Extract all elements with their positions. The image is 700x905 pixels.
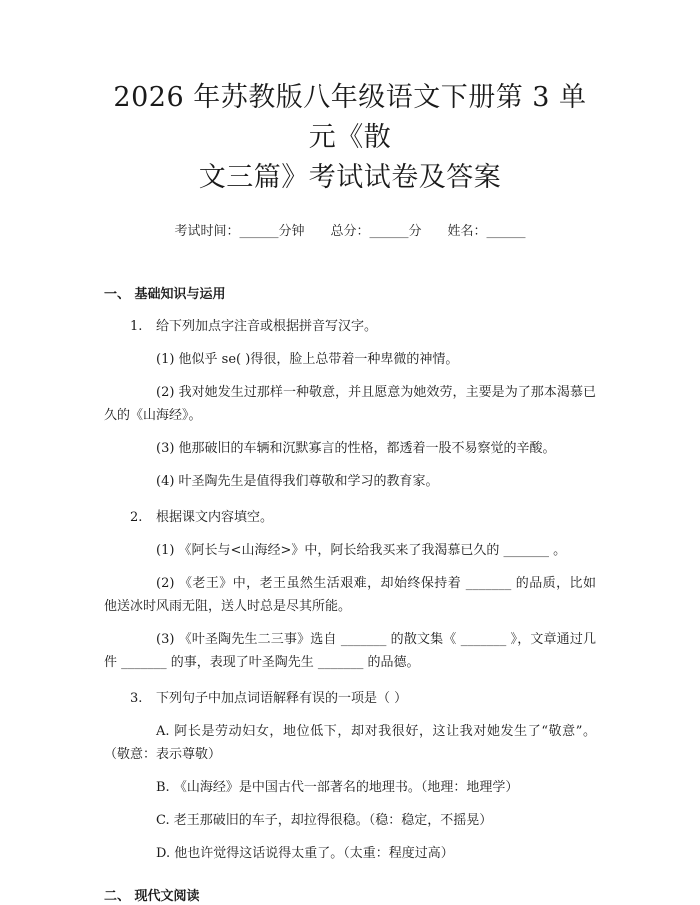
question-2 xyxy=(104,507,596,529)
sub-item: (1) 他似乎 se( )得很，脸上总带着一种卑微的神情。 xyxy=(156,352,459,367)
total-score: 总分：______分 xyxy=(330,224,422,239)
sub-item: (3) 《叶圣陶先生二三事》选自 _______ 的散文集《 _______ 》，文章通过几件 _______ 的事，表现了叶圣陶先生 _______ 的品德。 xyxy=(104,632,596,670)
sub-item: (3) 他那破旧的车辆和沉默寡言的性格，都透着一股不易察觉的辛酸。 xyxy=(156,441,556,456)
question-1 xyxy=(104,316,596,338)
answer-option: D. 他也许觉得这话说得太重了。（太重：程度过高） xyxy=(156,846,454,861)
question-3 xyxy=(104,688,596,710)
answer-option: A. 阿长是劳动妇女，地位低下，却对我很好，这让我对她发生了“敬意”。（敬意：表示尊敬） xyxy=(104,724,596,762)
question-text: 给下列加点字注音或根据拼音写汉字。 xyxy=(156,319,378,334)
sub-item: (2) 我对她发生过那样一种敬意，并且愿意为她效劳，主要是为了那本渴慕已久的《山海经》。 xyxy=(104,385,596,423)
title-line-2: 文三篇》考试试卷及答案 xyxy=(198,162,502,193)
exam-title xyxy=(104,78,596,198)
sub-item: (2) 《老王》中，老王虽然生活艰难，却始终保持着 _______ 的品质，比如他送冰时风雨无阻，送人时总是尽其所能。 xyxy=(104,576,596,614)
exam-meta xyxy=(104,220,596,239)
exam-time: 考试时间：______分钟 xyxy=(174,224,305,239)
answer-option: B. 《山海经》是中国古代一部著名的地理书。（地理：地理学） xyxy=(156,780,519,795)
question-number: 1. xyxy=(130,319,143,334)
question-text: 根据课文内容填空。 xyxy=(156,510,274,525)
student-name: 姓名：______ xyxy=(447,224,526,239)
question-number: 3. xyxy=(130,691,143,706)
section-heading-2: 二、 现代文阅读 xyxy=(104,889,200,904)
answer-option: C. 老王那破旧的车子，却拉得很稳。（稳：稳定，不摇晃） xyxy=(156,813,493,828)
question-text: 下列句子中加点词语解释有误的一项是（ ） xyxy=(156,691,408,706)
section-heading-1: 一、 基础知识与运用 xyxy=(104,287,226,302)
question-number: 2. xyxy=(130,510,143,525)
sub-item: (1) 《阿长与<山海经>》中，阿长给我买来了我渴慕已久的 _______ 。 xyxy=(156,543,567,558)
sub-item: (4) 叶圣陶先生是值得我们尊敬和学习的教育家。 xyxy=(156,474,439,489)
title-line-1: 2026 年苏教版八年级语文下册第 3 单元《散 xyxy=(113,82,587,153)
